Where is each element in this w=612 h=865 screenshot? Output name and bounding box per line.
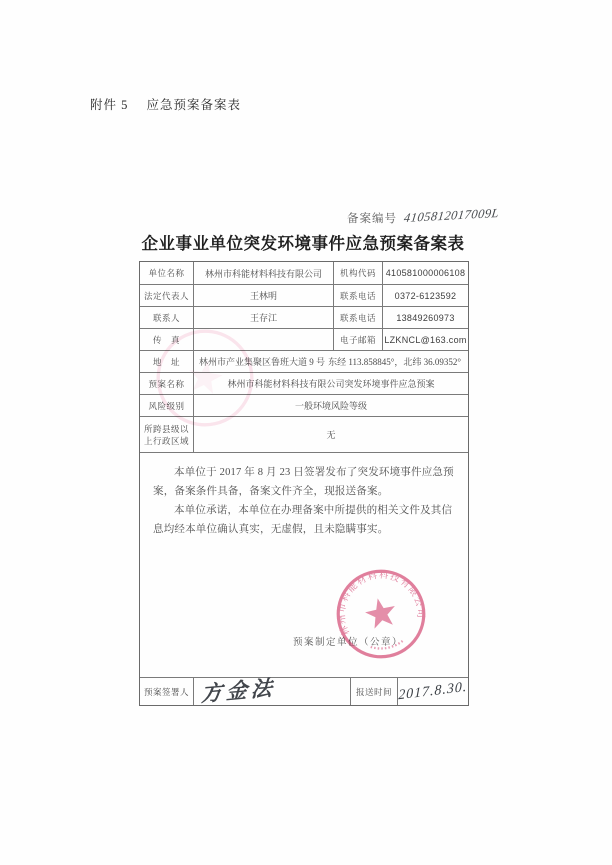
declaration-paragraph-2: 本单位承诺，本单位在办理备案中所提供的相关文件及其信息均经本单位确认真实，无虚假，且未隐瞒事实。 (153, 505, 453, 535)
table-row-footer (140, 677, 468, 705)
declaration-paragraph-1: 本单位于 2017 年 8 月 23 日签署发布了突发环境事件应急预案，备案条件具备，备案文件齐全，现报送备案。 (153, 467, 454, 497)
signer-label: 预案签署人 (143, 686, 189, 697)
address-label: 地 址 (152, 356, 180, 367)
fax-label: 传 真 (152, 334, 180, 345)
submit-time-label: 报送时间 (350, 678, 397, 705)
plan-name-value: 林州市科能材料科技有限公司突发环境事件应急预案 (193, 373, 468, 394)
signer-signature-handwritten: 方金法 (200, 675, 277, 707)
contact-phone-value: 13849260973 (382, 307, 468, 328)
submit-time-value-handwritten: 2017.8.30. (398, 679, 468, 703)
attachment-number: 附件 5 (90, 98, 129, 112)
seal-company-text: 林州市科能材料科技有限公司 (337, 570, 425, 637)
region-value: 无 (193, 417, 468, 452)
filing-number-row (347, 205, 500, 226)
table-row-plan-name (140, 372, 468, 394)
filing-number-label: 备案编号 (347, 213, 397, 225)
contact-phone-label: 联系电话 (333, 307, 382, 328)
table-row-declaration (140, 452, 468, 677)
table-row-region (140, 416, 468, 452)
address-coordinates: 东经 113.858845°，北纬 36.09352° (328, 357, 461, 367)
contact-value: 王存江 (193, 307, 333, 328)
table-row-legal-rep (140, 284, 468, 306)
org-code-label: 机构代码 (333, 262, 382, 284)
declaration-cell (140, 453, 468, 677)
table-row-address (140, 350, 468, 372)
unit-name-value: 林州市科能材料科技有限公司 (193, 262, 333, 284)
address-value: 林州市产业集聚区鲁班大道 9 号 (199, 357, 326, 367)
contact-label: 联系人 (152, 312, 180, 323)
table-row-unit-name (140, 262, 468, 284)
fax-value (193, 329, 333, 350)
email-label: 电子邮箱 (333, 329, 382, 350)
seal-caption: 预案制定单位（公章） (293, 638, 404, 648)
legal-phone-label: 联系电话 (333, 285, 382, 306)
table-row-fax-email (140, 328, 468, 350)
legal-rep-value: 王林明 (193, 285, 333, 306)
table-row-risk-level (140, 394, 468, 416)
risk-level-label: 风险级别 (148, 400, 185, 411)
plan-name-label: 预案名称 (148, 378, 185, 389)
signer-signature-cell (193, 675, 350, 707)
address-cell (193, 351, 468, 372)
filing-form-table (139, 261, 469, 706)
risk-level-value: 一般环境风险等级 (193, 395, 468, 416)
legal-rep-label: 法定代表人 (143, 290, 189, 301)
attachment-title: 应急预案备案表 (146, 98, 242, 112)
legal-phone-value: 0372-6123592 (382, 285, 468, 306)
submit-time-value-cell (397, 678, 468, 705)
attachment-heading (90, 95, 241, 113)
region-label: 所跨县级以 上行政区域 (143, 423, 189, 446)
filing-number-value-handwritten: 4105812017009L (402, 205, 500, 225)
unit-name-label: 单位名称 (148, 268, 185, 278)
table-row-contact (140, 306, 468, 328)
email-value: LZKNCL@163.com (382, 329, 468, 350)
org-code-value: 410581000006108 (382, 262, 468, 284)
form-title: 企业事业单位突发环境事件应急预案备案表 (141, 234, 465, 253)
